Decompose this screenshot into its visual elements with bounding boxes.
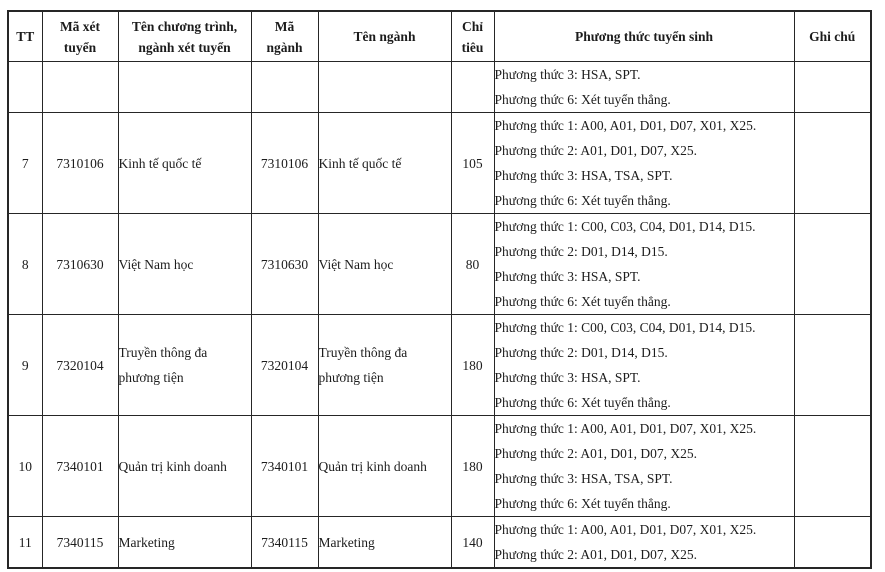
- method-line: Phương thức 2: A01, D01, D07, X25.: [494, 446, 698, 461]
- method-line: Phương thức 1: C00, C03, C04, D01, D14, D15.: [494, 219, 756, 234]
- col-header-ma-xet-tuyen: Mã xét tuyển: [42, 11, 118, 62]
- cell-phuong-thuc: [494, 416, 794, 517]
- method-line: Phương thức 3: HSA, SPT.: [494, 67, 641, 82]
- cell-ten-nganh: Quản trị kinh doanh: [318, 416, 451, 517]
- cell-phuong-thuc: [494, 315, 794, 416]
- cell-ten-chuong-trinh: [118, 62, 251, 113]
- cell-ten-nganh: Kinh tế quốc tế: [318, 113, 451, 214]
- method-line: Phương thức 6: Xét tuyển thẳng.: [494, 92, 671, 107]
- cell-chi-tieu: 140: [451, 517, 494, 569]
- method-line: Phương thức 2: A01, D01, D07, X25.: [494, 143, 698, 158]
- cell-ghi-chu: [794, 62, 871, 113]
- cell-ten-chuong-trinh: Kinh tế quốc tế: [118, 113, 251, 214]
- cell-ma-nganh: 7310630: [251, 214, 318, 315]
- cell-ghi-chu: [794, 214, 871, 315]
- cell-tt: 11: [8, 517, 42, 569]
- table-row: [8, 62, 871, 113]
- col-header-chi-tieu: Chỉ tiêu: [451, 11, 494, 62]
- table-row: [8, 113, 871, 214]
- method-line: Phương thức 6: Xét tuyển thẳng.: [494, 395, 671, 410]
- col-header-ma-nganh: Mã ngành: [251, 11, 318, 62]
- cell-phuong-thuc: [494, 113, 794, 214]
- method-line: Phương thức 2: D01, D14, D15.: [494, 244, 668, 259]
- cell-tt: 9: [8, 315, 42, 416]
- col-header-tt: TT: [8, 11, 42, 62]
- cell-ma-xet-tuyen: 7310106: [42, 113, 118, 214]
- cell-phuong-thuc: [494, 62, 794, 113]
- cell-ten-chuong-trinh: Truyền thông đa phương tiện: [118, 315, 251, 416]
- col-header-phuong-thuc: Phương thức tuyển sinh: [494, 11, 794, 62]
- cell-ma-nganh: [251, 62, 318, 113]
- cell-ten-chuong-trinh: Việt Nam học: [118, 214, 251, 315]
- table-row: [8, 315, 871, 416]
- cell-ma-xet-tuyen: [42, 62, 118, 113]
- cell-ten-nganh: Truyền thông đa phương tiện: [318, 315, 451, 416]
- cell-ma-xet-tuyen: 7340115: [42, 517, 118, 569]
- cell-phuong-thuc: [494, 214, 794, 315]
- cell-ghi-chu: [794, 517, 871, 569]
- cell-tt: 8: [8, 214, 42, 315]
- cell-tt: 7: [8, 113, 42, 214]
- method-line: Phương thức 3: HSA, TSA, SPT.: [494, 471, 673, 486]
- method-line: Phương thức 1: A00, A01, D01, D07, X01, X25.: [494, 522, 757, 537]
- method-line: Phương thức 3: HSA, SPT.: [494, 370, 641, 385]
- table-row: [8, 517, 871, 569]
- cell-tt: [8, 62, 42, 113]
- header-row: [8, 11, 871, 62]
- cell-ghi-chu: [794, 113, 871, 214]
- col-header-ghi-chu: Ghi chú: [794, 11, 871, 62]
- method-line: Phương thức 1: C00, C03, C04, D01, D14, D15.: [494, 320, 756, 335]
- cell-chi-tieu: 180: [451, 416, 494, 517]
- cell-chi-tieu: 105: [451, 113, 494, 214]
- cell-ma-xet-tuyen: 7340101: [42, 416, 118, 517]
- cell-ma-xet-tuyen: 7310630: [42, 214, 118, 315]
- cell-ma-xet-tuyen: 7320104: [42, 315, 118, 416]
- col-header-ten-chuong-trinh: Tên chương trình, ngành xét tuyển: [118, 11, 251, 62]
- cell-ma-nganh: 7340101: [251, 416, 318, 517]
- cell-ghi-chu: [794, 416, 871, 517]
- cell-ma-nganh: 7340115: [251, 517, 318, 569]
- cell-tt: 10: [8, 416, 42, 517]
- cell-ten-nganh: Việt Nam học: [318, 214, 451, 315]
- cell-ghi-chu: [794, 315, 871, 416]
- method-line: Phương thức 1: A00, A01, D01, D07, X01, X25.: [494, 421, 757, 436]
- table-row: [8, 416, 871, 517]
- method-line: Phương thức 2: A01, D01, D07, X25.: [494, 547, 698, 562]
- table-header: [8, 11, 871, 62]
- cell-phuong-thuc: [494, 517, 794, 569]
- method-line: Phương thức 6: Xét tuyển thẳng.: [494, 193, 671, 208]
- method-line: Phương thức 1: A00, A01, D01, D07, X01, X25.: [494, 118, 757, 133]
- method-line: Phương thức 6: Xét tuyển thẳng.: [494, 496, 671, 511]
- cell-chi-tieu: [451, 62, 494, 113]
- method-line: Phương thức 2: D01, D14, D15.: [494, 345, 668, 360]
- table-body: [8, 62, 871, 569]
- cell-ma-nganh: 7310106: [251, 113, 318, 214]
- cell-ten-nganh: [318, 62, 451, 113]
- cell-ten-nganh: Marketing: [318, 517, 451, 569]
- method-line: Phương thức 3: HSA, TSA, SPT.: [494, 168, 673, 183]
- method-line: Phương thức 3: HSA, SPT.: [494, 269, 641, 284]
- cell-chi-tieu: 180: [451, 315, 494, 416]
- cell-ten-chuong-trinh: Marketing: [118, 517, 251, 569]
- table-row: [8, 214, 871, 315]
- cell-ten-chuong-trinh: Quản trị kinh doanh: [118, 416, 251, 517]
- cell-ma-nganh: 7320104: [251, 315, 318, 416]
- admissions-table: [7, 10, 872, 569]
- method-line: Phương thức 6: Xét tuyển thẳng.: [494, 294, 671, 309]
- cell-chi-tieu: 80: [451, 214, 494, 315]
- col-header-ten-nganh: Tên ngành: [318, 11, 451, 62]
